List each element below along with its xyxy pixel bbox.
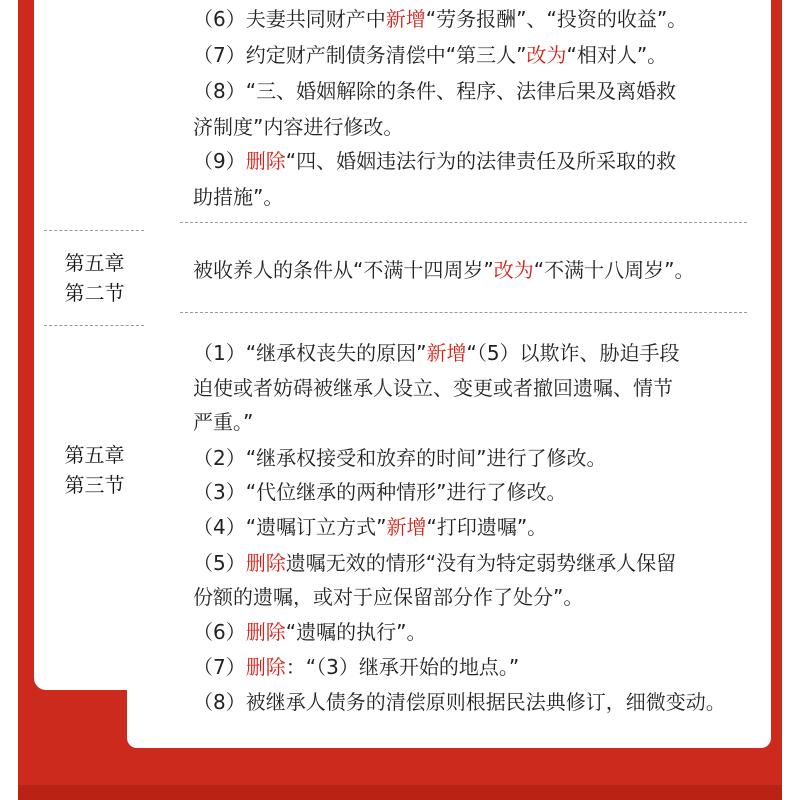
text-segment: （8）“三、婚姻解除的条件、程序、法律后果及离婚救 [193,79,677,103]
section-top-line [193,180,283,214]
text-segment: 严重。” [193,410,254,434]
text-segment: （4）“遗嘱订立方式” [193,515,387,539]
section-divider [180,222,747,223]
highlight-keyword: 删除 [245,551,286,575]
label-divider [44,230,144,231]
section-2-label [34,248,155,308]
text-segment: ：“（3）继承开始的地点。” [285,655,520,679]
section-3-line [193,510,547,544]
text-segment: “（5）以欺诈、胁迫手段 [466,341,680,365]
text-segment: （1）“继承权丧失的原因” [193,341,427,365]
text-segment: “打印遗嘱”。 [426,515,548,539]
text-segment: 迫使或者妨碍被继承人设立、变更或者撤回遗嘱、情节 [193,376,673,400]
text-segment: （9） [193,149,246,173]
section-3-line [193,685,726,719]
section-3-part: 第三节 [64,473,125,497]
text-segment: 遗嘱无效的情形“没有为特定弱势继承人保留 [285,551,677,575]
text-segment: 份额的遗嘱，或对于应保留部分作了处分”。 [193,585,584,609]
highlight-keyword: 删除 [245,655,286,679]
section-3-line [193,441,606,475]
section-2-chapter: 第五章 [64,251,125,275]
section-3-line [193,405,253,439]
highlight-keyword: 新增 [426,341,467,365]
highlight-keyword: 改为 [493,258,534,282]
section-divider [180,312,747,313]
text-segment: （7） [193,655,246,679]
section-2-part: 第二节 [64,281,125,305]
section-top-line [193,74,676,108]
text-segment: （2）“继承权接受和放弃的时间”进行了修改。 [193,446,607,470]
text-segment: （3）“代位继承的两种情形”进行了修改。 [193,480,567,504]
section-2-line [193,253,694,287]
text-segment: “不满十八周岁”。 [533,258,695,282]
text-segment: （7）约定财产制债务清偿中“第三人” [193,43,527,67]
frame-bottom-band [18,785,782,800]
text-segment: “相对人”。 [566,43,668,67]
section-3-line [193,475,566,509]
label-divider [44,325,144,326]
text-segment: （6） [193,620,246,644]
text-segment: （6）夫妻共同财产中 [193,7,386,31]
section-top-line [193,38,667,72]
text-segment: “遗嘱的执行”。 [285,620,427,644]
text-segment: （8）被继承人债务的清偿原则根据民法典修订，细微变动。 [193,690,726,714]
text-segment: “四、婚姻违法行为的法律责任及所采取的救 [285,149,677,173]
section-top-line [193,144,676,178]
text-segment: （5） [193,551,246,575]
highlight-keyword: 删除 [245,620,286,644]
section-3-chapter: 第五章 [64,443,125,467]
highlight-keyword: 新增 [385,7,426,31]
section-3-line [193,546,676,580]
text-segment: 助措施”。 [193,185,284,209]
section-3-line [193,371,673,405]
text-segment: “劳务报酬”、“投资的收益”。 [425,7,688,31]
section-3-line [193,650,519,684]
highlight-keyword: 改为 [526,43,567,67]
section-3-label [34,440,155,500]
section-3-line [193,615,426,649]
section-3-line [193,336,680,370]
text-segment: 济制度”内容进行修改。 [193,115,404,139]
highlight-keyword: 删除 [245,149,286,173]
highlight-keyword: 新增 [386,515,427,539]
section-3-line [193,580,583,614]
section-top-line [193,110,403,144]
text-segment: 被收养人的条件从“不满十四周岁” [193,258,494,282]
section-top-line [193,2,687,36]
